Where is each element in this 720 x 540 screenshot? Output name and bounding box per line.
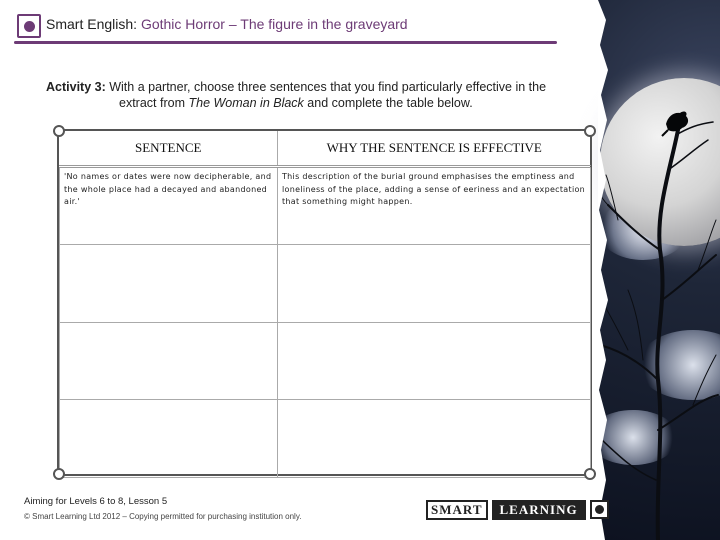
tree-branches [598,0,720,540]
table-corner-ornament [53,468,65,480]
activity-label: Activity 3: [46,80,106,94]
activity-instructions [46,79,591,111]
book-title: The Woman in Black [188,96,304,110]
copyright-notice: © Smart Learning Ltd 2012 – Copying permitted for purchasing institution only. [24,512,302,521]
sentence-cell[interactable] [60,323,278,400]
effect-cell[interactable] [278,245,591,323]
sentence-cell[interactable] [60,400,278,478]
sentence-cell[interactable]: 'No names or dates were now decipherable, and the whole place had a decayed and abandoned air.' [60,167,278,245]
sentence-cell[interactable] [60,245,278,323]
table-row [60,167,591,245]
table-row [60,245,591,323]
page-title [46,16,408,32]
column-header-why-effective: WHY THE SENTENCE IS EFFECTIVE [278,131,591,167]
column-header-sentence: SENTENCE [60,131,278,167]
smart-learning-logo-icon [17,14,41,38]
crow-icon [662,112,688,136]
logo-smart-text: SMART [426,500,488,520]
brand-title: Smart English: [46,16,138,32]
table-row [60,400,591,478]
table-corner-ornament [53,125,65,137]
lesson-title: Gothic Horror – The figure in the graveyard [140,16,408,32]
activity-line-2-post: and complete the table below. [307,96,473,110]
header-divider [14,41,557,44]
response-table [57,129,592,476]
effect-cell[interactable]: This description of the burial ground emphasises the emptiness and loneliness of the place, adding a sense of eeriness and an expectation that something might happen. [278,167,591,245]
level-info: Aiming for Levels 6 to 8, Lesson 5 [24,496,168,507]
effect-cell[interactable] [278,323,591,400]
activity-line-1: With a partner, choose three sentences that you find particularly effective in the [109,80,547,94]
table-corner-ornament [584,468,596,480]
smart-learning-logo [426,500,609,519]
activity-line-2-pre: extract from [119,96,185,110]
logo-learning-text: LEARNING [492,500,586,520]
table-row [60,323,591,400]
logo-dot-icon [590,500,609,519]
effect-cell[interactable] [278,400,591,478]
table-corner-ornament [584,125,596,137]
